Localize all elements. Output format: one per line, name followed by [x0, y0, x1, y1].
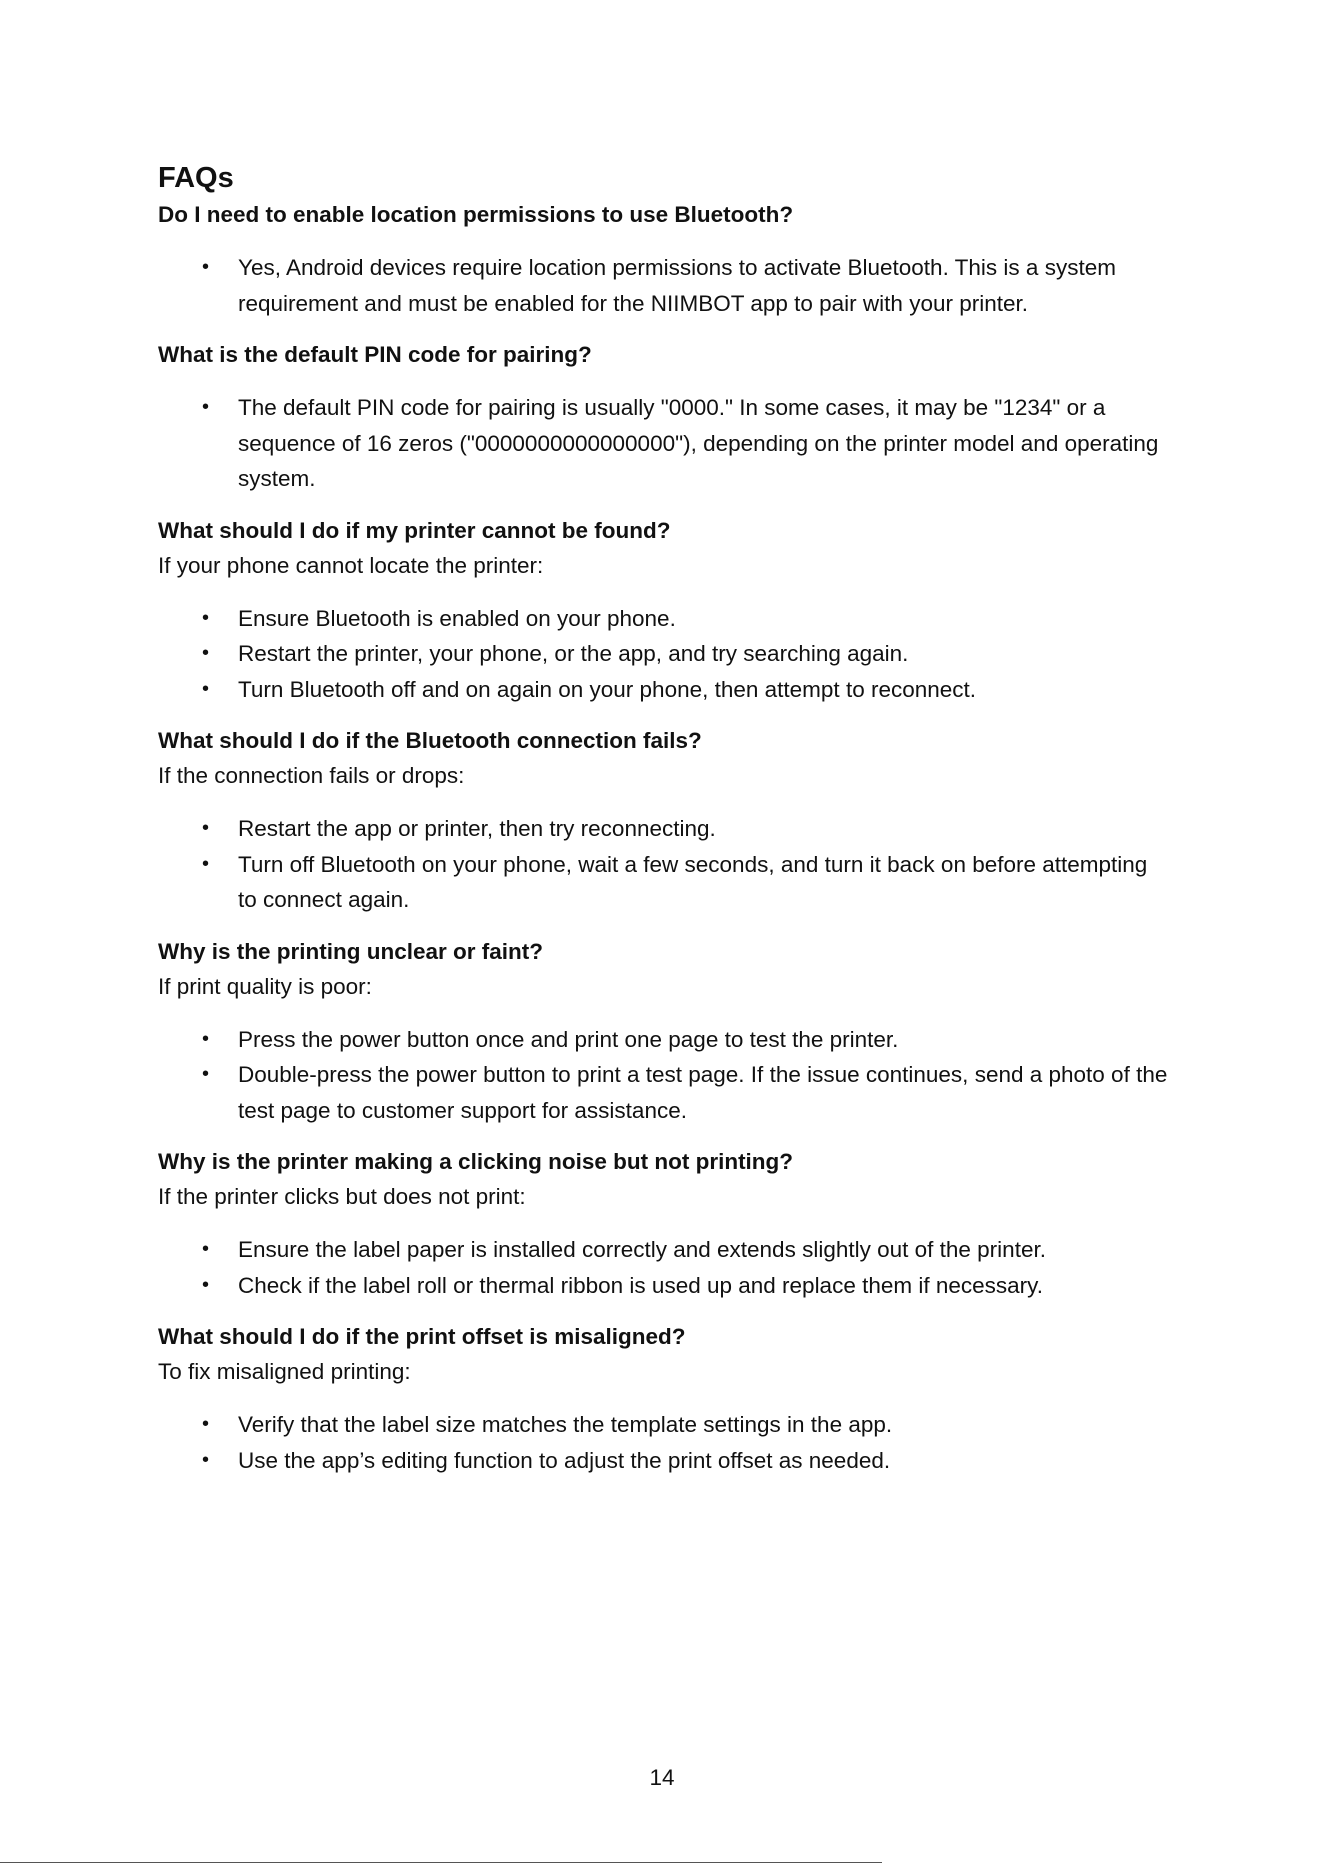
faq-answer-item [158, 847, 1168, 918]
faq-question: Do I need to enable location permissions to use Bluetooth? [158, 202, 794, 227]
faq-answer-item [158, 811, 1168, 847]
bullet-icon: • [202, 1273, 210, 1296]
faq-list [158, 198, 1168, 1478]
page-title: FAQs [158, 162, 234, 194]
document-page [158, 160, 1168, 1495]
faq-answer-list [158, 390, 1168, 497]
faq-answer-item [158, 250, 1168, 321]
faq-answer-text: Restart the printer, your phone, or the app, and try searching again. [238, 641, 909, 666]
faq-answer-text: Ensure Bluetooth is enabled on your phone. [238, 605, 676, 631]
faq-answer-text: Turn off Bluetooth on your phone, wait a few seconds, and turn it back on before attempting to connect again. [238, 851, 1148, 912]
faq-section [158, 935, 1168, 1129]
bullet-icon: • [202, 1238, 210, 1260]
faq-section [158, 514, 1168, 708]
bullet-icon: • [202, 677, 210, 700]
faq-section [158, 198, 1168, 321]
faq-answer-item [158, 636, 1168, 672]
bullet-icon: • [202, 396, 210, 418]
faq-answer-text: Double-press the power button to print a test page. If the issue continues, send a photo of the test page to customer support for assistance. [238, 1062, 1168, 1123]
faq-answer-item [158, 1022, 1168, 1058]
faq-answer-text: Turn Bluetooth off and on again on your phone, then attempt to reconnect. [238, 676, 977, 702]
faq-answer-item [158, 1443, 1168, 1479]
faq-answer-text: Use the app’s editing function to adjust the print offset as needed. [238, 1447, 891, 1473]
faq-section [158, 724, 1168, 918]
faq-answer-item [158, 1268, 1168, 1304]
faq-answer-item [158, 1407, 1168, 1443]
faq-answer-text: Press the power button once and print one page to test the printer. [238, 1026, 899, 1052]
bullet-icon: • [202, 1063, 210, 1085]
faq-answer-text: Check if the label roll or thermal ribbon is used up and replace them if necessary. [238, 1272, 1043, 1298]
faq-intro: If your phone cannot locate the printer: [158, 552, 544, 578]
faq-answer-list [158, 1407, 1168, 1478]
bullet-icon: • [202, 817, 210, 839]
footer-rule [0, 1862, 882, 1863]
bullet-icon: • [202, 256, 210, 278]
faq-answer-item [158, 672, 1168, 708]
faq-question: Why is the printing unclear or faint? [158, 938, 544, 964]
faq-intro: If the printer clicks but does not print: [158, 1184, 526, 1209]
faq-answer-list [158, 1022, 1168, 1129]
faq-question: Why is the printer making a clicking noise but not printing? [158, 1149, 794, 1174]
faq-section [158, 338, 1168, 497]
bullet-icon: • [202, 642, 210, 664]
faq-answer-item [158, 390, 1168, 497]
faq-question: What should I do if the Bluetooth connection fails? [158, 728, 702, 753]
faq-intro: If print quality is poor: [158, 973, 372, 999]
faq-question: What is the default PIN code for pairing? [158, 342, 592, 367]
faq-intro: If the connection fails or drops: [158, 763, 465, 788]
faq-question: What should I do if my printer cannot be found? [158, 517, 671, 543]
faq-answer-list [158, 1232, 1168, 1303]
bullet-icon: • [202, 1027, 210, 1050]
faq-answer-text: Restart the app or printer, then try reconnecting. [238, 816, 716, 841]
faq-answer-text: Ensure the label paper is installed correctly and extends slightly out of the printer. [238, 1237, 1046, 1262]
faq-answer-item [158, 1057, 1168, 1128]
faq-answer-text: The default PIN code for pairing is usually "0000." In some cases, it may be "1234" or a sequence of 16 zeros ("0000000000000000"), depending on the printer model and operating system. [238, 395, 1159, 491]
faq-section [158, 1145, 1168, 1303]
page-number: 14 [649, 1765, 675, 1790]
faq-answer-text: Verify that the label size matches the template settings in the app. [238, 1412, 893, 1437]
faq-answer-item [158, 601, 1168, 637]
faq-question: What should I do if the print offset is misaligned? [158, 1324, 686, 1349]
bullet-icon: • [202, 1448, 210, 1471]
bullet-icon: • [202, 606, 210, 629]
faq-answer-list [158, 601, 1168, 708]
bullet-icon: • [202, 852, 210, 875]
faq-section [158, 1320, 1168, 1478]
faq-answer-list [158, 250, 1168, 321]
faq-answer-list [158, 811, 1168, 918]
faq-answer-text: Yes, Android devices require location permissions to activate Bluetooth. This is a system requirement and must be enabled for the NIIMBOT app to pair with your printer. [238, 255, 1116, 316]
bullet-icon: • [202, 1413, 210, 1435]
faq-answer-item [158, 1232, 1168, 1268]
faq-intro: To fix misaligned printing: [158, 1359, 411, 1384]
